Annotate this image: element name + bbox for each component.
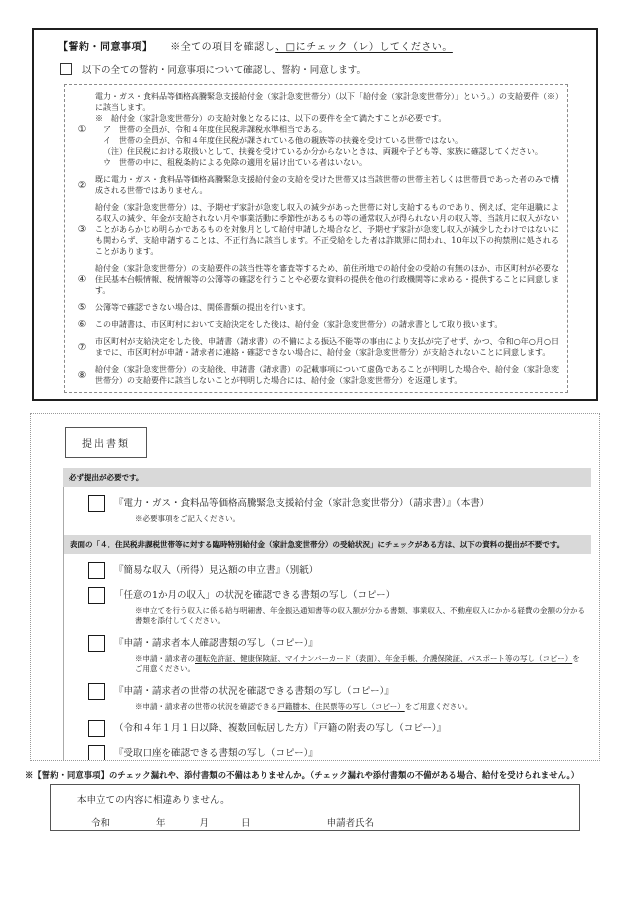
documents-content: [63, 468, 591, 761]
day-label: 日: [241, 818, 251, 829]
document-checkbox[interactable]: [88, 587, 105, 604]
document-item-6: [64, 683, 591, 721]
pledge-item-number: ⑦: [77, 341, 87, 353]
document-title: 『申請・請求者の世帯の状況を確認できる書類の写し（コピー）』: [114, 685, 394, 697]
document-note: [88, 700, 591, 713]
pledge-item-text: [95, 174, 563, 196]
pledge-items-list: [64, 84, 568, 393]
document-item-7: [64, 720, 591, 745]
pledge-item-3: [69, 202, 563, 257]
pledge-title: 【誓約・同意事項】: [58, 42, 153, 53]
document-title-row: [88, 745, 591, 761]
pledge-item-line: ※ 給付金（家計急変世帯分）の支給対象となるには、以下の要件を全て満たすことが必要です。: [95, 114, 447, 123]
document-title: 『簡易な収入（所得）見込額の申立書』（別紙）: [114, 564, 319, 576]
document-item-1: [64, 495, 591, 533]
document-title-row: [88, 562, 591, 579]
pledge-item-line: この申請書は、市区町村において支給決定をした後は、給付金（家計急変世帯分）の請求書として取り扱います。: [95, 320, 503, 329]
document-checkbox[interactable]: [88, 495, 105, 512]
pledge-item-text: [95, 263, 563, 296]
document-note: [88, 604, 591, 627]
document-item-5: [64, 635, 591, 683]
pledge-item-line: 給付金（家計急変世帯分）の支給要件の該当性等を審査等するため、前住所地での給付金の受給の有無のほか、市区町村が必要な住民基本台帳情報、税情報等の公簿等の確認を行うことや必要な資料の提供を他の行政機関等に求める・提供することに同意します。: [95, 264, 559, 295]
documents-title: 提出書類: [82, 439, 130, 450]
applicant-name-label: 申請者氏名: [326, 818, 375, 829]
pledge-item-line: イ 世帯の全員が、令和４年度住民税が課されている他の親族等の扶養を受けている世帯ではない。: [103, 136, 463, 145]
date-signature-row: [77, 815, 579, 829]
pledge-item-text: [95, 302, 563, 313]
document-note-text: をご用意ください。: [135, 653, 580, 673]
pledge-item-8: [69, 364, 563, 386]
pledge-item-text: [95, 364, 563, 386]
document-note-text: ※申請・請求者の世帯の状況を確認できる: [135, 701, 278, 711]
pledge-item-1: [69, 91, 563, 168]
agree-all-label: 以下の全ての誓約・同意事項について確認し、誓約・同意します。: [82, 65, 367, 76]
document-note: [88, 652, 591, 675]
exemption-note-bar: 表面の「４．住民税非課税世帯等に対する臨時特別給付金（家計急変世帯分）の受給状況」にチェックがある方は、以下の資料の提出が不要です。: [64, 535, 591, 554]
document-item-8: [64, 745, 591, 761]
document-note-text: ※必要事項をご記入ください。: [135, 514, 240, 523]
declaration-text: 本申立ての内容に相違ありません。: [77, 795, 230, 806]
document-item-3: [64, 562, 591, 587]
pledge-item-text: [95, 202, 563, 257]
pledge-item-line: ウ 世帯の中に、租税条約による免除の適用を届け出ている者はいない。: [103, 158, 367, 167]
pledge-item-line: 給付金（家計急変世帯分）の支給後、申請書（請求書）の記載事項について虚偽であることが判明した場合や、給付金（家計急変世帯分）の支給要件に該当しないことが判明した場合には、給付金（家計急変世帯分）を返還します。: [95, 365, 559, 385]
document-title: 『電力・ガス・食料品等価格高騰緊急支援給付金（家計急変世帯分）（請求書）』（本書）: [114, 498, 490, 509]
document-note-text: 戸籍謄本、住民票等の写し（コピー）: [277, 701, 405, 711]
agree-all-checkbox[interactable]: [60, 63, 72, 75]
documents-title-box: [65, 427, 147, 458]
document-title: 「任意の1か月の収入」の状況を確認できる書類の写し（コピー）: [114, 589, 396, 601]
pledge-item-6: [69, 319, 563, 330]
document-note-text: をご用意ください。: [404, 701, 473, 711]
document-checkbox[interactable]: [88, 745, 105, 761]
pledge-item-number: ⑥: [77, 319, 87, 330]
pledge-item-7: [69, 336, 563, 358]
pledge-item-2: [69, 174, 563, 196]
document-note-text: 運転免許証、健康保険証、マイナンバーカード（表面）、年金手帳、介護保険証、パスポート等の写し（コピー）: [195, 653, 573, 663]
pledge-item-number: ①: [77, 124, 87, 135]
pledge-section: [32, 28, 598, 401]
document-title: 『申請・請求者本人確認書類の写し（コピー）』: [114, 637, 318, 649]
signature-section: [50, 784, 580, 831]
document-checkbox[interactable]: [88, 720, 105, 737]
document-title-row: [88, 495, 591, 512]
required-note-bar: 必ず提出が必要です。: [63, 468, 591, 487]
pledge-item-number: ②: [77, 179, 87, 191]
pledge-item-number: ⑤: [77, 302, 87, 313]
pledge-item-text: [95, 336, 563, 358]
document-note-text: ※申立てを行う収入に係る給与明細書、年金振込通知書等の収入額が分かる書類、事業収入、不動産収入にかかる経費の金額の分かる書類を添付してください。: [135, 605, 585, 625]
pledge-item-number: ④: [77, 274, 87, 285]
document-title: （令和４年１月１日以降、複数回転居した方）『戸籍の附表の写し（コピー）』: [114, 723, 447, 734]
pledge-item-text: [95, 319, 563, 330]
document-title-row: [88, 683, 591, 700]
pledge-item-number: ⑧: [77, 369, 87, 381]
documents-section: [30, 413, 600, 761]
pledge-item-number: ③: [77, 224, 87, 235]
pledge-item-line: 給付金（家計急変世帯分）は、予期せず家計が急変し収入の減少があった世帯に対し支給するものであり、例えば、定年退職による収入の減少、年金が支給されない月や事業活動に季節性があるもの等の通常収入が得られない月の収入等、当該月に収入がないことがあらかじめ明らかであるものを対象月として給付申請した場合など、予期せず家計が急変し収入が減少したわけではないにも関わらず、支給申請することは、不正行為に該当します。不正受給をした者は詐欺罪に問われ、10年以下の拘禁刑に処されることがあります。: [95, 203, 559, 256]
completeness-warning: ※【誓約・同意事項】のチェック漏れや、添付書類の不備はありませんか。（チェック漏れや添付書類の不備がある場合、給付を受けられません。）: [25, 770, 580, 780]
document-note-text: ※申請・請求者の: [135, 653, 195, 663]
document-item-4: [64, 587, 591, 635]
document-checkbox[interactable]: [88, 635, 105, 652]
document-title-row: [88, 587, 591, 604]
pledge-header: [34, 30, 596, 53]
pledge-item-line: ア 世帯の全員が、令和４年度住民税非課税水準相当である。: [103, 125, 327, 134]
pledge-item-4: [69, 263, 563, 296]
pledge-item-line: 既に電力・ガス・食料品等価格高騰緊急支援給付金の支給を受けた世帯又は当該世帯の世帯主若しくは世帯員であった者のみで構成される世帯ではありません。: [95, 175, 559, 195]
document-checklist: [63, 487, 591, 761]
pledge-item-line: 公簿等で確認できない場合は、関係書類の提出を行います。: [95, 303, 311, 312]
document-checkbox[interactable]: [88, 562, 105, 579]
year-label: 年: [156, 818, 166, 829]
document-checkbox[interactable]: [88, 683, 105, 700]
document-title-row: [88, 720, 591, 737]
pledge-item-text: [95, 91, 563, 168]
pledge-item-5: [69, 302, 563, 313]
document-title-row: [88, 635, 591, 652]
pledge-item-line: 市区町村が支給決定をした後、申請書（請求書）の不備による振込不能等の事由により支払が完了せず、かつ、令和○年○月○日までに、市区町村が申請・請求者に連絡・確認できない場合に、給付金（家計急変世帯分）が支給されないことに同意します。: [95, 337, 559, 357]
agree-all-row: [34, 53, 596, 76]
pledge-instruction: ※全ての項目を確認し、□にチェック（レ）してください。: [170, 42, 453, 53]
pledge-item-line: 電力・ガス・食料品等価格高騰緊急支援給付金（家計急変世帯分）（以下「給付金（家計急変世帯分）」という。）の支給要件（※）に該当します。: [95, 92, 559, 112]
pledge-item-line: （注）住民税における取扱いとして、扶養を受けているか分からないときは、両親や子ども等、家族に確認してください。: [103, 147, 543, 156]
month-label: 月: [199, 818, 210, 829]
document-title: 『受取口座を確認できる書類の写し（コピー）』: [114, 748, 318, 759]
document-note: [88, 512, 591, 525]
era-label: 令和: [91, 818, 111, 829]
